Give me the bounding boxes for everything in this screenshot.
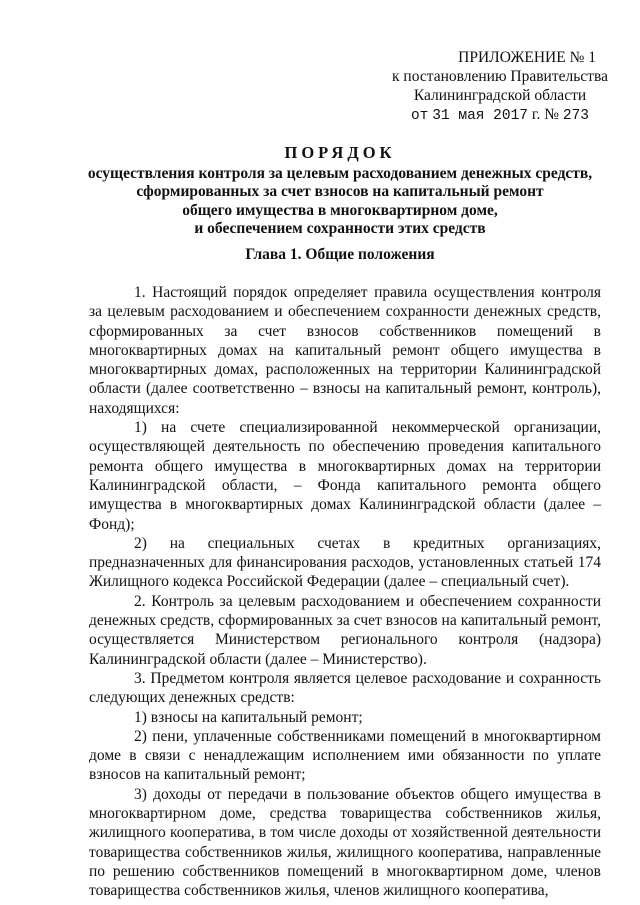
- paragraph: 3) доходы от передачи в пользование объектов общего имущества в многоквартирном доме, средства товарищества собственников жилья, жилищного кооператива, в том числе доходы от хозяйственной деятельности товарищества собственников жилья, жилищного кооператива, направленные по решению собственников помещений в многоквартирном доме, членов товарищества собственников жилья, членов жилищного кооператива,: [89, 785, 601, 900]
- appendix-header: [380, 48, 620, 126]
- paragraph: 1) взносы на капитальный ремонт;: [134, 708, 363, 726]
- date-year-suffix: г. №: [531, 106, 560, 123]
- date-value: 31 мая 2017: [432, 108, 528, 124]
- appendix-region-line: Калининградской области: [413, 87, 587, 104]
- paragraph: 1. Настоящий порядок определяет правила осуществления контроля за целевым расходованием и обеспечением сохранности денежных средств, сформированных за счет взносов собственников помещений в многоквартирных домах на капитальный ремонт общего имущества в многоквартирных домах, расположенных на территории Калининградской области (далее соответственно – взносы на капитальный ремонт, контроль), находящихся:: [89, 284, 601, 417]
- document-title-block: [70, 144, 610, 239]
- document-title: ПОРЯДОК: [284, 143, 396, 162]
- subtitle-line: и обеспечением сохранности этих средств: [194, 220, 486, 238]
- document-body: [89, 283, 601, 901]
- subtitle-line: осуществления контроля за целевым расходованием денежных средств,: [87, 164, 593, 182]
- subtitle-line: сформированных за счет взносов на капитальный ремонт: [136, 183, 544, 201]
- paragraph: 2) на специальных счетах в кредитных организациях, предназначенных для финансирования расходов, установленных статьей 174 Жилищного кодекса Российской Федерации (далее – специальный счет).: [89, 534, 601, 591]
- paragraph: 3. Предметом контроля является целевое расходование и сохранность следующих денежных средств:: [89, 669, 601, 707]
- appendix-date-line: [380, 105, 620, 126]
- paragraph: 1) на счете специализированной некоммерческой организации, осуществляющей деятельность по обеспечению проведения капитального ремонта общего имущества в многоквартирных домах на территории Калининградской области, – Фонда капитального ремонта общего имущества в многоквартирных домах Калининградской области (далее – Фонд);: [89, 419, 601, 533]
- resolution-number: 273: [562, 108, 589, 124]
- paragraph: 2) пени, уплаченные собственниками помещений в многоквартирном доме в связи с ненадлежащим исполнением ими обязанности по уплате взносов на капитальный ремонт;: [89, 727, 601, 784]
- chapter-heading: Глава 1. Общие положения: [245, 246, 435, 263]
- appendix-title: ПРИЛОЖЕНИЕ № 1: [458, 49, 596, 66]
- date-prefix: от: [410, 108, 429, 124]
- appendix-resolution-line: к постановлению Правительства: [392, 68, 608, 85]
- subtitle-line: общего имущества в многоквартирном доме,: [182, 201, 498, 219]
- paragraph: 2. Контроль за целевым расходованием и обеспечением сохранности денежных средств, сформированных за счет взносов на капитальный ремонт, осуществляется Министерством регионального контроля (надзора) Калининградской области (далее – Министерство).: [89, 592, 601, 668]
